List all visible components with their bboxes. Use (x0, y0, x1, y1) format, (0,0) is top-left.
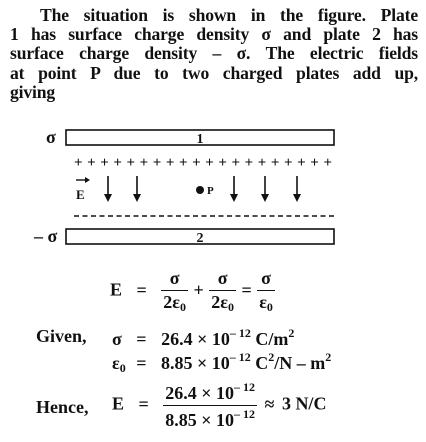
field-vector-label (76, 177, 90, 202)
plate1-charge-label: σ (46, 127, 56, 147)
fraction: $\frac{\sigma}{\varepsilon_0}$ (259, 268, 273, 314)
fraction: $\frac{\sigma}{2\varepsilon_0}$ (211, 268, 234, 314)
svg-text:E: E (76, 187, 85, 202)
plate1-number: 1 (196, 132, 204, 147)
fraction: $\frac{26.4 \times 10^{- 12}}{8.85 \times 10^{- 12}}$ (165, 380, 256, 430)
result-equation: E = $\frac{26.4 \times 10^{- 12}}{8.85 \times 10^{- 12}}$ ≈ 3 N/C (112, 380, 327, 430)
given-sigma-line (36, 326, 87, 347)
problem-paragraph (10, 6, 418, 102)
hence-label: Hence, (36, 397, 89, 417)
point-p-label: P (207, 185, 214, 197)
paragraph-line: 1 has surface charge density σ and plate 2 has (10, 24, 418, 45)
positive-charges: ++++++++++++++++++++ (74, 155, 332, 171)
point-p-dot (196, 186, 204, 194)
paragraph-line: surface charge density – σ. The electric fields (10, 43, 418, 64)
plate2-number: 2 (196, 231, 204, 246)
plate2-charge-label: – σ (34, 226, 58, 246)
given-label: Given, (36, 326, 87, 346)
epsilon-value: $\varepsilon_0 = 8.85 \times 10^{- 12}$ $C^2/N - m^2$ (112, 350, 332, 375)
paragraph-line: giving (10, 81, 56, 102)
fraction: $\frac{\sigma}{2\varepsilon_0}$ (163, 268, 186, 314)
sigma-value: $\sigma = 26.4 \times 10^{- 12}$ $C/m^2$ (112, 326, 295, 349)
paragraph-line: The situation is shown in the figure. Plate (40, 5, 418, 25)
paragraph-line: at point P due to two charged plates add up, (10, 62, 418, 83)
field-equation: E = $\frac{\sigma}{2\varepsilon_0}$ + $\frac{\sigma}{2\varepsilon_0}$ = $\frac{\sigma}{\varepsilon_0}$ (110, 268, 273, 314)
charged-plates-figure (0, 118, 426, 248)
